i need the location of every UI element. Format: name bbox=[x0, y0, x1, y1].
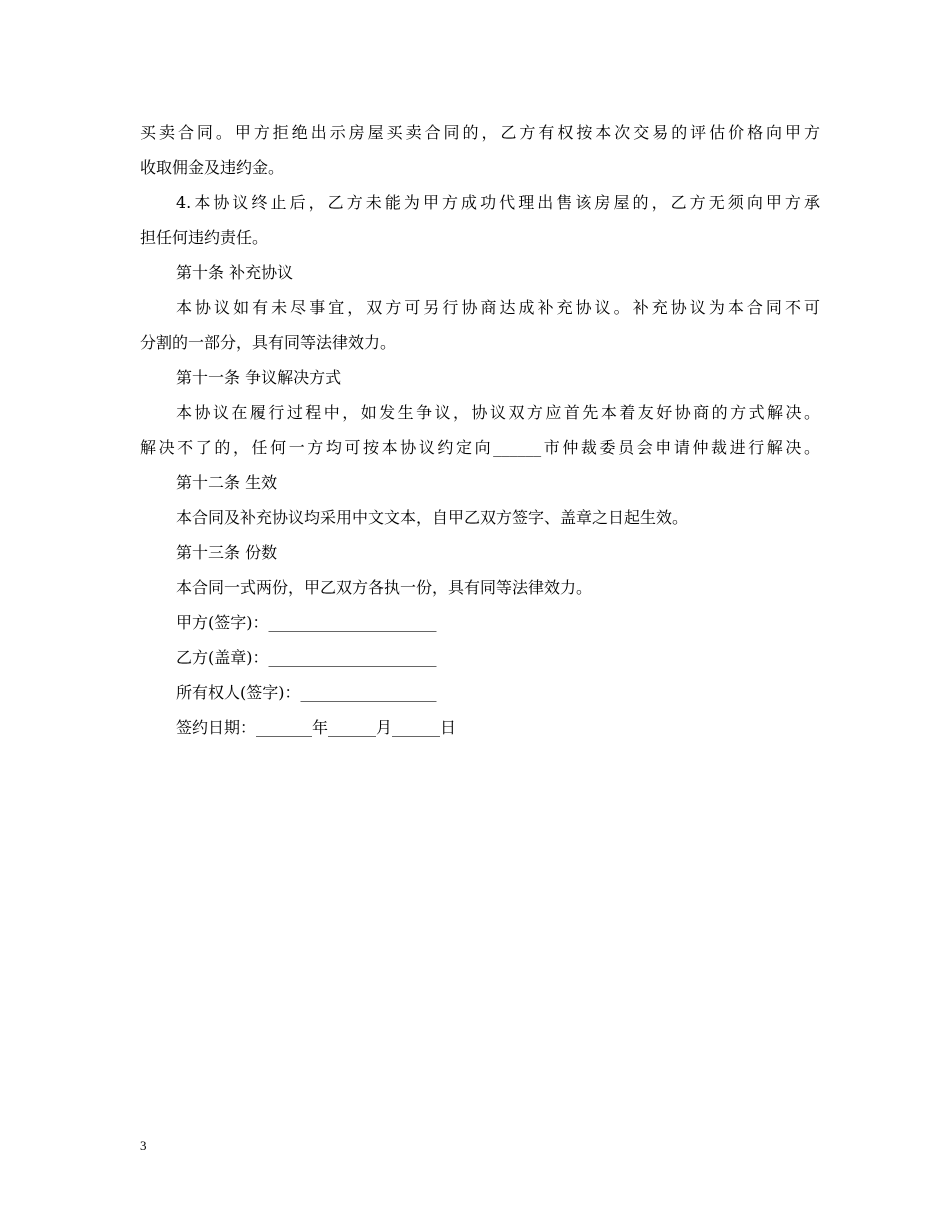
article-12-heading: 第十二条 生效 bbox=[176, 473, 278, 492]
text-line-2: 收取佣金及违约金。 bbox=[140, 158, 285, 177]
article-10-heading: 第十条 补充协议 bbox=[176, 263, 294, 282]
article-10-text: 本协议如有未尽事宜，双方可另行协商达成补充协议。补充协议为本合同不可 bbox=[176, 298, 820, 317]
text-line-10: 解决不了的，任何一方均可按本协议约定向______市仲裁委员会申请仲裁进行解决。 bbox=[140, 438, 820, 457]
text-line-1: 买卖合同。甲方拒绝出示房屋买卖合同的，乙方有权按本次交易的评估价格向甲方 bbox=[140, 123, 820, 142]
article-12-text: 本合同及补充协议均采用中文文本，自甲乙双方签字、盖章之日起生效。 bbox=[176, 508, 689, 527]
article-13-heading: 第十三条 份数 bbox=[176, 543, 278, 562]
text-line-7: 分割的一部分，具有同等法律效力。 bbox=[140, 333, 397, 352]
page-number: 3 bbox=[140, 1138, 147, 1153]
article-13-text: 本合同一式两份，甲乙双方各执一份，具有同等法律效力。 bbox=[176, 578, 593, 597]
owner-signature-line: 所有权人(签字)：_________________ bbox=[176, 683, 437, 702]
article-11-heading: 第十一条 争议解决方式 bbox=[176, 368, 342, 387]
party-b-seal-line: 乙方(盖章)：_____________________ bbox=[176, 648, 437, 667]
signing-date-line: 签约日期：_______年______月______日 bbox=[176, 718, 457, 737]
party-a-signature-line: 甲方(签字)：_____________________ bbox=[176, 613, 437, 632]
document-body bbox=[140, 115, 820, 745]
text-line-4: 担任何违约责任。 bbox=[140, 228, 269, 247]
clause-4-text: 4.本协议终止后，乙方未能为甲方成功代理出售该房屋的，乙方无须向甲方承 bbox=[176, 193, 820, 212]
article-11-text: 本协议在履行过程中，如发生争议，协议双方应首先本着友好协商的方式解决。 bbox=[176, 403, 820, 422]
